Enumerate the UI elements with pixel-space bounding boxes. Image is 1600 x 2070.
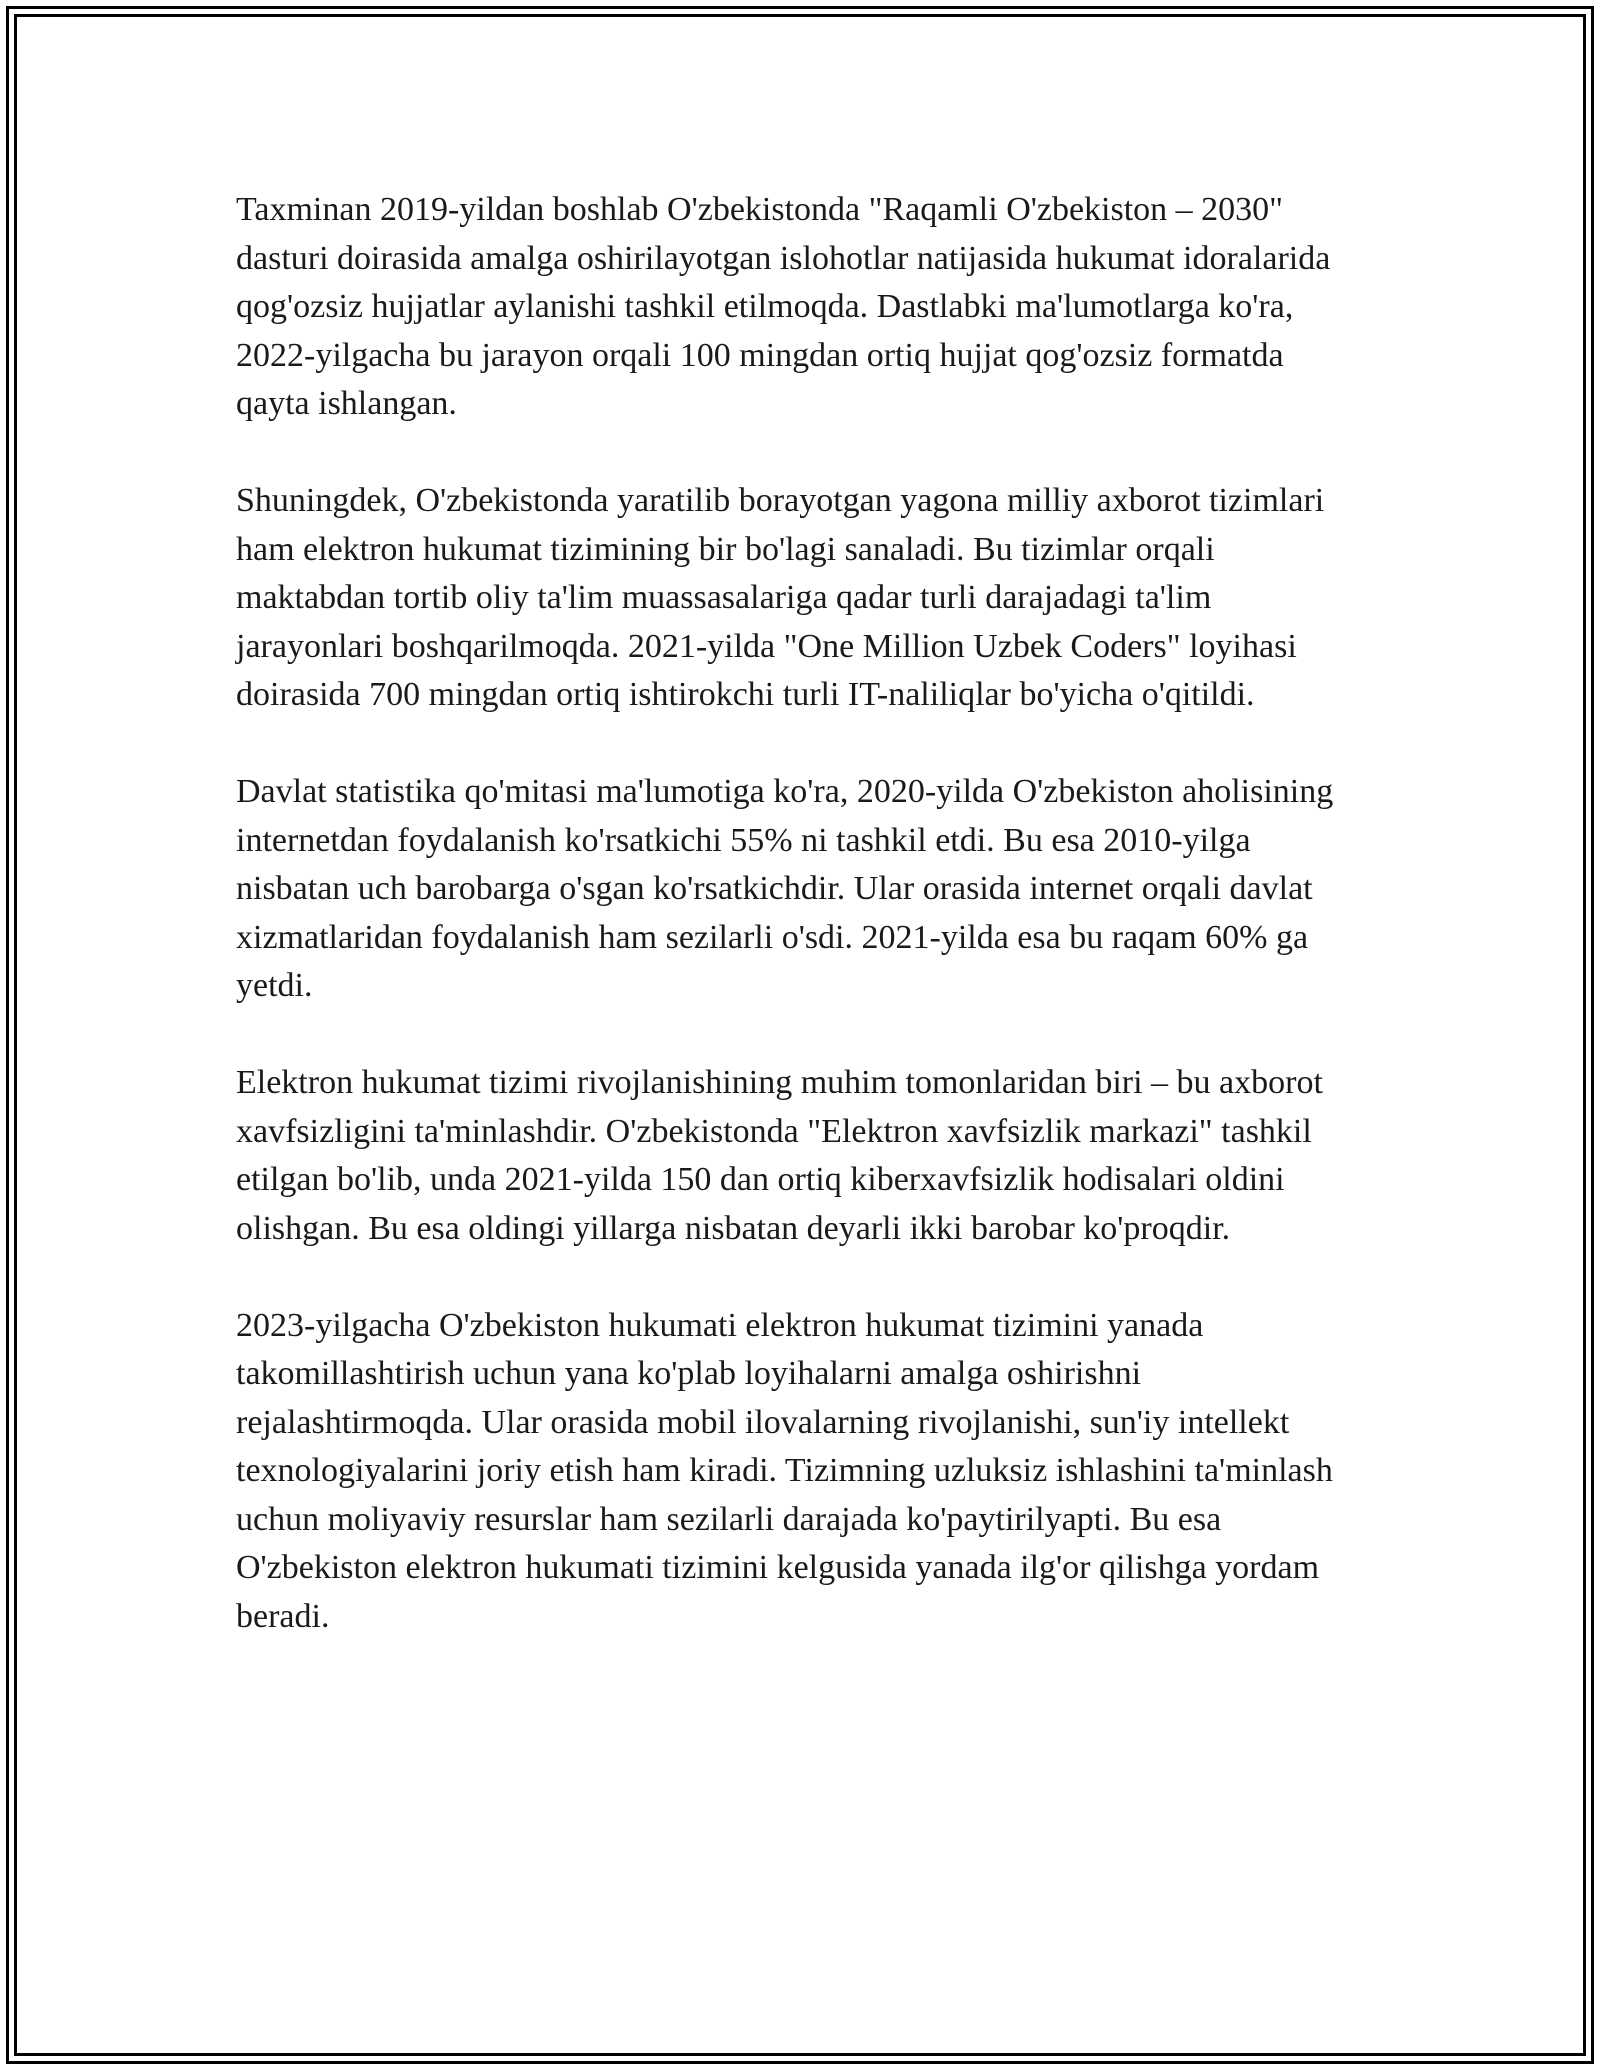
paragraph-information-systems: Shuningdek, O'zbekistonda yaratilib borayotgan yagona milliy axborot tizimlari ham elektron hukumat tizimining bir bo'lagi sanaladi. Bu tizimlar orqali maktabdan tortib oliy ta'lim muassasalariga qadar turli darajadagi ta'lim jarayonlari boshqarilmoqda. 2021-yilda "One Million Uzbek Coders" loyihasi doirasida 700 mingdan ortiq ishtirokchi turli IT-naliliqlar bo'yicha o'qitildi. [236, 482, 1325, 713]
paragraph-future-plans: 2023-yilgacha O'zbekiston hukumati elektron hukumat tizimini yanada takomillashtirish uchun yana ko'plab loyihalarni amalga oshirishni rejalashtirmoqda. Ular orasida mobil ilovalarning rivojlanishi, sun'iy intellekt texnologiyalarini joriy etish ham kiradi. Tizimning uzluksiz ishlashini ta'minlash uchun moliyaviy resurslar ham sezilarli darajada ko'paytirilyapti. Bu esa O'zbekiston elektron hukumati tizimini kelgusida yanada ilg'or qilishga yordam beradi. [236, 1306, 1333, 1635]
paragraph-cybersecurity: Elektron hukumat tizimi rivojlanishining muhim tomonlaridan biri – bu axborot xavfsizligini ta'minlashdir. O'zbekistonda "Elektron xavfsizlik markazi" tashkil etilgan bo'lib, unda 2021-yilda 150 dan ortiq kiberxavfsizlik hodisalari oldini olishgan. Bu esa oldingi yillarga nisbatan deyarli ikki barobar ko'proqdir. [236, 1064, 1323, 1247]
paragraph-digital-uzbekistan: Taxminan 2019-yildan boshlab O'zbekistonda "Raqamli O'zbekiston – 2030" dasturi doirasida amalga oshirilayotgan islohotlar natijasida hukumat idoralarida qog'ozsiz hujjatlar aylanishi tashkil etilmoqda. Dastlabki ma'lumotlarga ko'ra, 2022-yilgacha bu jarayon orqali 100 mingdan ortiq hujjat qog'ozsiz formatda qayta ishlangan. [236, 191, 1331, 422]
paragraph-internet-statistics: Davlat statistika qo'mitasi ma'lumotiga ko'ra, 2020-yilda O'zbekiston aholisining internetdan foydalanish ko'rsatkichi 55% ni tashkil etdi. Bu esa 2010-yilga nisbatan uch barobarga o'sgan ko'rsatkichdir. Ular orasida internet orqali davlat xizmatlaridan foydalanish ham sezilarli o'sdi. 2021-yilda esa bu raqam 60% ga yetdi. [236, 773, 1334, 1004]
document-body [236, 186, 1356, 1690]
